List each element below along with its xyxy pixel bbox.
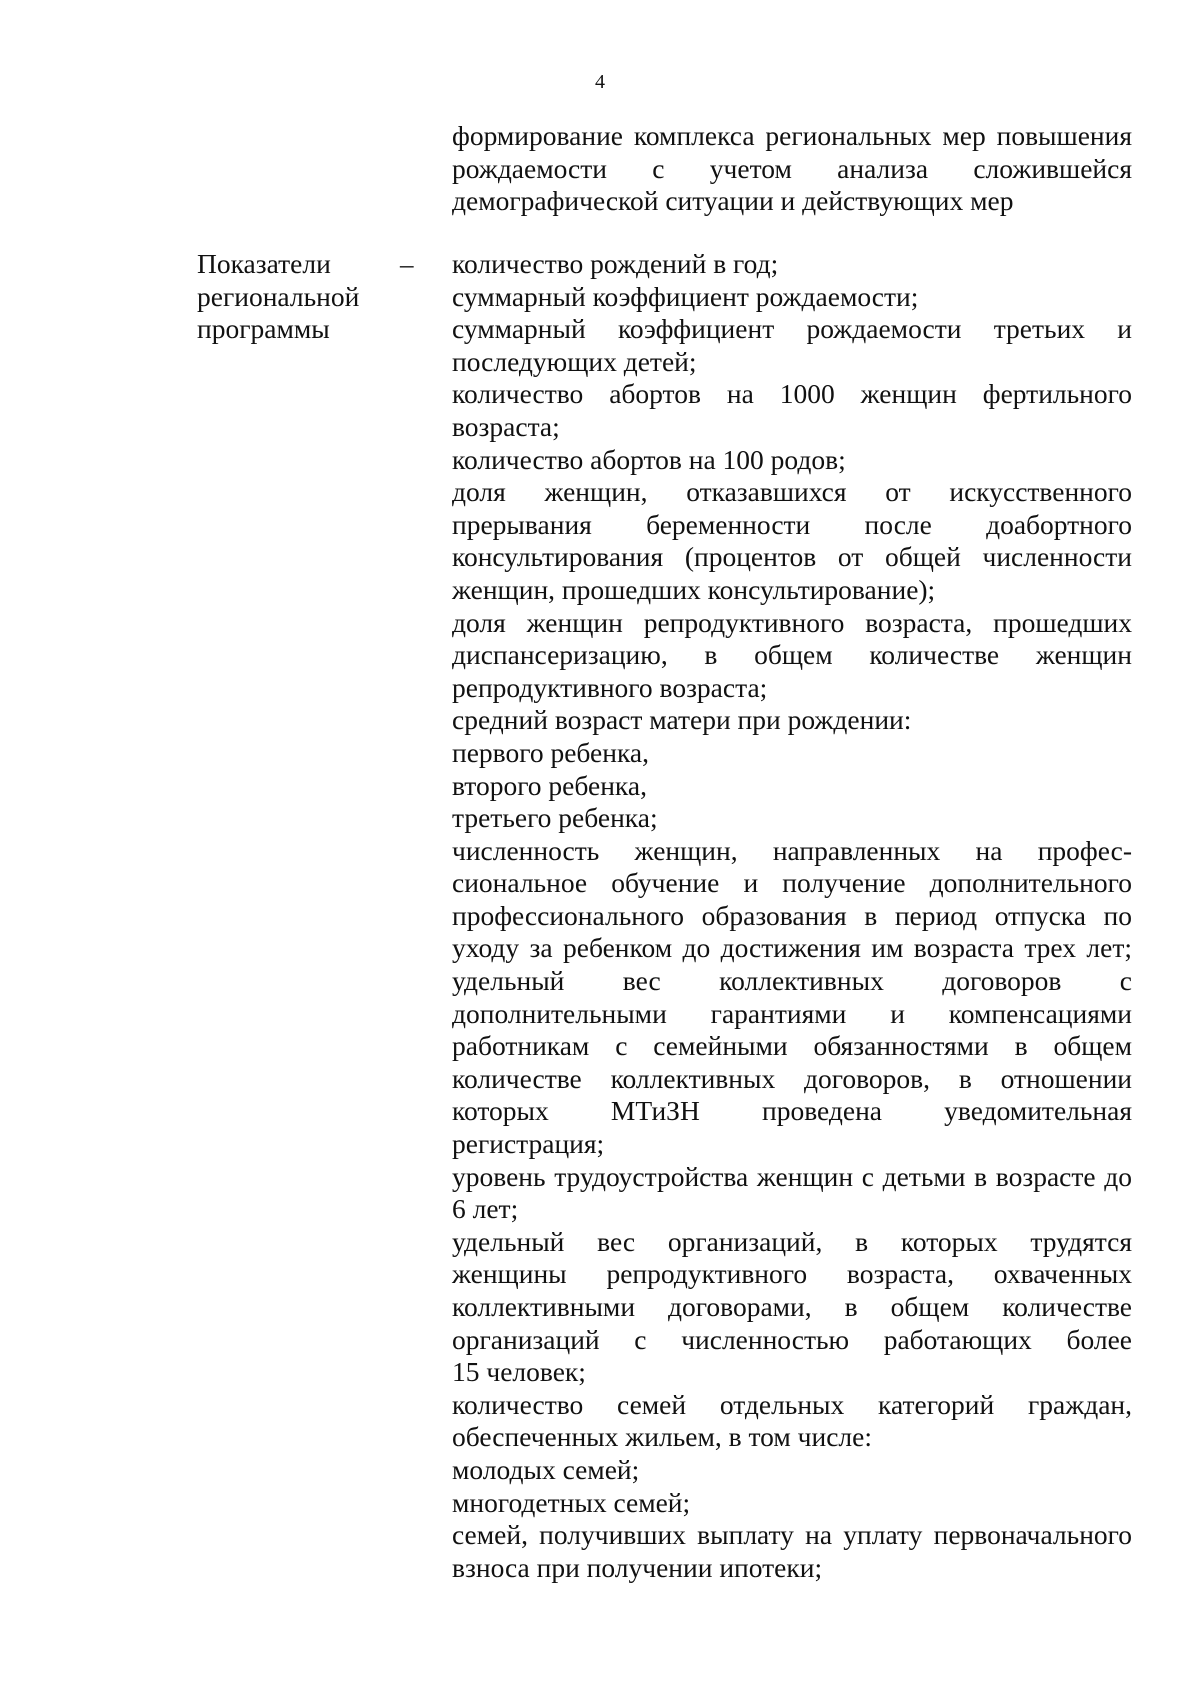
indicator-line: консультирования (процентов от общей численности <box>452 541 1132 573</box>
indicator-line: доля женщин репродуктивного возраста, прошедших <box>452 606 1132 638</box>
section-label-line: программы <box>197 313 330 345</box>
indicator-line: репродуктивного возраста; <box>452 671 768 703</box>
indicator-line: удельный вес организаций, в которых трудятся <box>452 1225 1132 1257</box>
indicator-line: второго ребенка, <box>452 769 647 801</box>
indicator-line: количество семей отдельных категорий граждан, <box>452 1388 1132 1420</box>
indicator-line: численность женщин, направленных на профес- <box>452 834 1132 866</box>
indicator-line: прерывания беременности после доабортного <box>452 508 1132 540</box>
indicator-line: женщин, прошедших консультирование); <box>452 573 936 605</box>
indicator-line: количество рождений в год; <box>452 248 779 279</box>
goal-text-line: рождаемости с учетом анализа сложившейся <box>452 152 1132 184</box>
section-label <box>197 248 397 346</box>
program-goal-continuation <box>452 120 1132 218</box>
section-label-line: региональной <box>197 280 360 312</box>
goal-text-line: демографической ситуации и действующих мер <box>452 185 1014 217</box>
indicator-line: работникам с семейными обязанностями в общем <box>452 1030 1132 1062</box>
indicator-line: количество абортов на 1000 женщин фертильного <box>452 378 1132 410</box>
indicator-line: женщины репродуктивного возраста, охваченных <box>452 1258 1132 1290</box>
indicator-line: количество абортов на 100 родов; <box>452 443 846 475</box>
indicator-line: организаций с численностью работающих более <box>452 1323 1132 1355</box>
indicator-line: количестве коллективных договоров, в отношении <box>452 1062 1132 1094</box>
indicator-line: суммарный коэффициент рождаемости третьих и <box>452 313 1132 345</box>
indicator-line: диспансеризацию, в общем количестве женщин <box>452 639 1132 671</box>
indicator-line: первого ребенка, <box>452 736 649 768</box>
indicator-line: семей, получивших выплату на уплату первоначального <box>452 1519 1132 1551</box>
indicator-line: уходу за ребенком до достижения им возраста трех лет; <box>452 932 1132 964</box>
indicator-line: средний возраст матери при рождении: <box>452 704 912 736</box>
indicator-line: взноса при получении ипотеки; <box>452 1551 823 1583</box>
indicator-line: третьего ребенка; <box>452 802 658 834</box>
indicator-line: обеспеченных жильем, в том числе: <box>452 1421 872 1453</box>
indicator-line: удельный вес коллективных договоров с <box>452 965 1132 997</box>
indicator-line: 6 лет; <box>452 1193 519 1225</box>
indicator-line: уровень трудоустройства женщин с детьми в возрасте до <box>452 1160 1132 1192</box>
indicator-line: сиональное обучение и получение дополнительного <box>452 867 1132 899</box>
indicator-line: регистрация; <box>452 1128 605 1160</box>
page-number: 4 <box>595 71 605 93</box>
indicator-line: которых МТиЗН проведена уведомительная <box>452 1095 1132 1127</box>
label-dash: – <box>400 249 414 279</box>
indicator-line: профессионального образования в период отпуска по <box>452 899 1132 931</box>
indicator-list <box>452 248 1132 1584</box>
indicator-line: последующих детей; <box>452 345 697 377</box>
indicator-line: дополнительными гарантиями и компенсациями <box>452 997 1132 1029</box>
indicator-line: молодых семей; <box>452 1453 640 1485</box>
goal-text-line: формирование комплекса региональных мер повышения <box>452 120 1132 151</box>
indicator-line: доля женщин, отказавшихся от искусственного <box>452 476 1132 508</box>
indicator-line: суммарный коэффициент рождаемости; <box>452 280 919 312</box>
indicator-line: 15 человек; <box>452 1356 586 1388</box>
section-label-line: Показатели <box>197 248 331 279</box>
indicator-line: возраста; <box>452 410 560 442</box>
indicator-line: многодетных семей; <box>452 1486 691 1518</box>
indicator-line: коллективными договорами, в общем количестве <box>452 1291 1132 1322</box>
